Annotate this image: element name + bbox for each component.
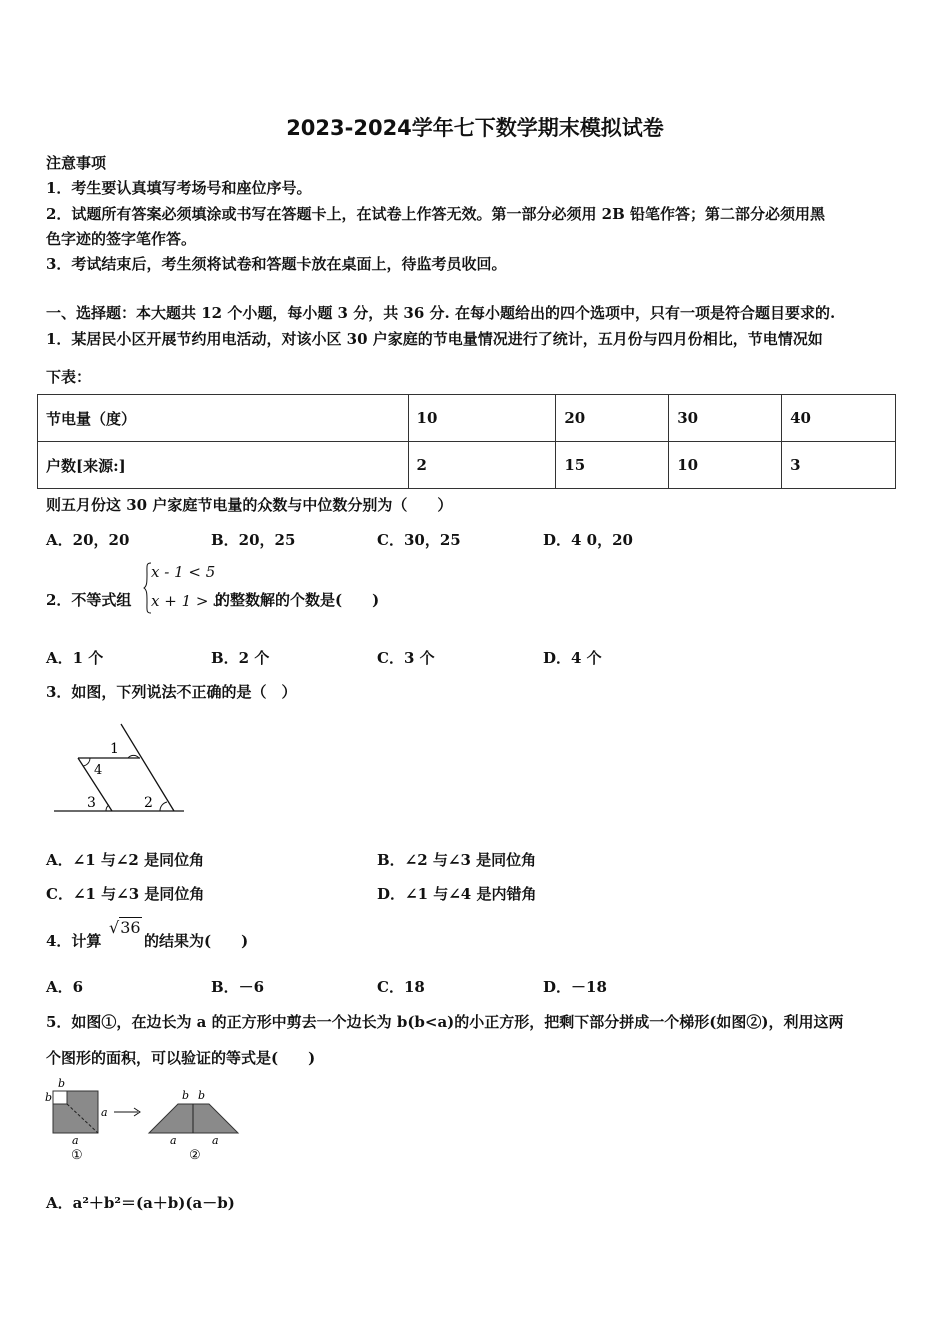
q4-radicand: 36 [120, 918, 141, 937]
notice-heading: 注意事项 [46, 154, 107, 172]
fig2-label-a-1: a [170, 1134, 177, 1147]
notice-line-1: 1．考生要认真填写考场号和座位序号。 [46, 179, 312, 197]
q3-option-c: C．∠1 与∠3 是同位角 [46, 885, 205, 903]
table-cell: 15 [556, 442, 669, 489]
q1-option-a: A．20，20 [46, 531, 130, 549]
notice-line-3: 3．考试结束后，考生须将试卷和答题卡放在桌面上，待监考员收回。 [46, 255, 507, 273]
label-2: 2 [144, 795, 153, 811]
q5-stem-b: 个图形的面积，可以验证的等式是( ) [46, 1049, 316, 1067]
table-cell: 2 [408, 442, 556, 489]
q2-option-d: D．4 个 [543, 649, 602, 667]
q2-option-c: C．3 个 [377, 649, 435, 667]
q5-figure [42, 1076, 242, 1166]
fig1-label-b-top: b [58, 1077, 66, 1090]
q2-inequality-1: x - 1 < 5 [151, 563, 216, 581]
fig1-label-a-right: a [101, 1106, 108, 1119]
table-cell: 户数[来源:] [38, 442, 409, 489]
fig2-label-a-2: a [212, 1134, 219, 1147]
fig2-marker: ② [189, 1148, 201, 1163]
q5-option-a: A．a²＋b²＝(a＋b)(a－b) [46, 1194, 235, 1212]
label-3: 3 [87, 795, 96, 811]
table-cell: 3 [782, 442, 896, 489]
q3-stem: 3．如图，下列说法不正确的是（ ） [46, 683, 297, 701]
q1-stem-b: 下表： [46, 368, 92, 386]
q4-option-c: C．18 [377, 978, 425, 996]
label-4: 4 [94, 763, 103, 778]
q2-inequality-2: x + 1 > 3 [151, 592, 223, 610]
q4-option-b: B．－6 [211, 978, 265, 996]
q1-option-c: C．30，25 [377, 531, 461, 549]
fig1-label-b-left: b [45, 1091, 53, 1104]
radical-icon: √ [109, 918, 120, 937]
q4-suffix: 的结果为( ) [144, 932, 249, 950]
q3-option-a: A．∠1 与∠2 是同位角 [46, 851, 205, 869]
fig2-label-b-1: b [182, 1089, 190, 1102]
q2-option-a: A．1 个 [46, 649, 104, 667]
table-cell: 20 [556, 395, 669, 442]
q3-figure [48, 718, 186, 818]
q1-option-b: B．20，25 [211, 531, 296, 549]
q4-option-d: D．－18 [543, 978, 607, 996]
table-cell: 40 [782, 395, 896, 442]
notice-line-2a: 2．试题所有答案必须填涂或书写在答题卡上，在试卷上作答无效。第一部分必须用 2B 铅笔作答；第二部分必须用黑 [46, 205, 826, 223]
q2-prefix: 2．不等式组 [46, 591, 132, 609]
fig1-label-a-bottom: a [72, 1134, 79, 1147]
q5-stem-a: 5．如图①，在边长为 a 的正方形中剪去一个边长为 b(b<a)的小正方形，把剩下部分拼成一个梯形(如图②)，利用这两 [46, 1013, 844, 1031]
q1-stem-a: 1．某居民小区开展节约用电活动，对该小区 30 户家庭的节电量情况进行了统计，五月份与四月份相比，节电情况如 [46, 330, 823, 348]
q1-table [37, 394, 896, 489]
q2-option-b: B．2 个 [211, 649, 270, 667]
page-title: 2023-2024学年七下数学期末模拟试卷 [286, 116, 664, 140]
q1-option-d: D．4 0，20 [543, 531, 633, 549]
table-cell: 节电量（度） [38, 395, 409, 442]
table-row [38, 395, 896, 442]
q4-prefix: 4．计算 [46, 932, 102, 950]
notice-line-2b: 色字迹的签字笔作答。 [46, 230, 197, 248]
fig2-label-b-2: b [198, 1089, 206, 1102]
q2-suffix: 的整数解的个数是( ) [215, 591, 380, 609]
table-row [38, 442, 896, 489]
table-cell: 10 [669, 442, 782, 489]
q4-option-a: A．6 [46, 978, 84, 996]
table-cell: 30 [669, 395, 782, 442]
q3-option-d: D．∠1 与∠4 是内错角 [377, 885, 537, 903]
fig1-marker: ① [71, 1148, 83, 1163]
table-cell: 10 [408, 395, 556, 442]
q1-question: 则五月份这 30 户家庭节电量的众数与中位数分别为（ ） [46, 496, 453, 514]
label-1: 1 [110, 741, 119, 757]
section-heading: 一、选择题：本大题共 12 个小题，每小题 3 分，共 36 分. 在每小题给出的四个选项中，只有一项是符合题目要求的. [46, 304, 836, 322]
q4-sqrt [109, 918, 142, 937]
q3-option-b: B．∠2 与∠3 是同位角 [377, 851, 537, 869]
